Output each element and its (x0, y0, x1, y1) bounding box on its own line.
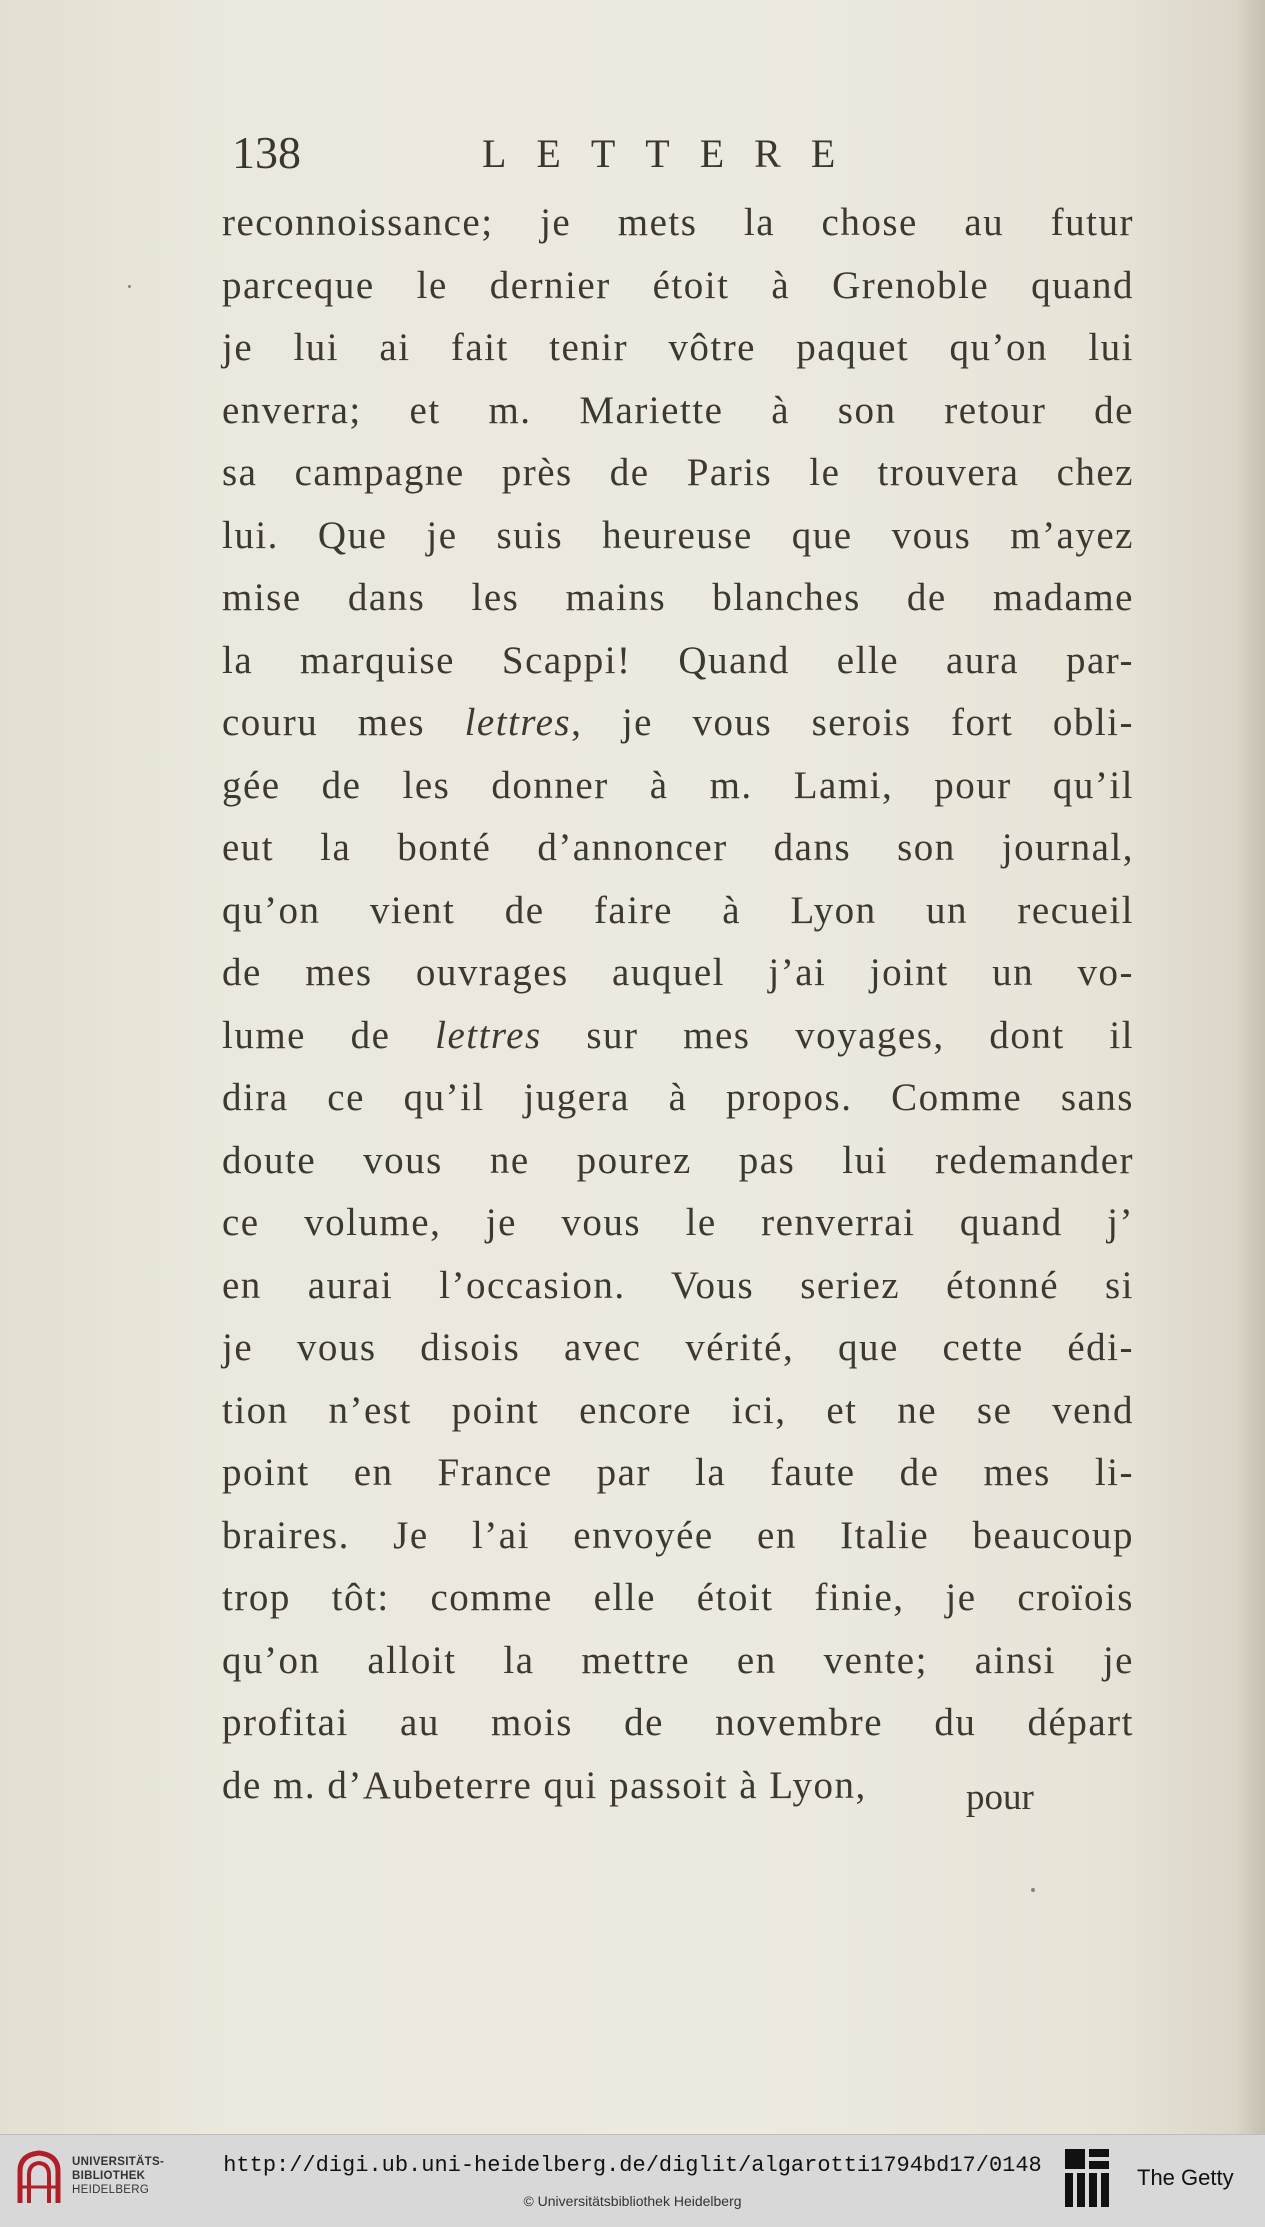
text-segment: qu’on alloit la mettre en vente; ainsi je (222, 1638, 1134, 1682)
text-line (222, 1255, 1134, 1318)
text-segment: lume de (222, 1013, 436, 1057)
partner-name: The Getty (1137, 2165, 1234, 2190)
permalink-link[interactable]: http://digi.ub.uni-heidelberg.de/diglit/algarotti1794bd17/0148 (223, 2153, 1042, 2178)
text-segment: la marquise Scappi! Quand elle aura par- (222, 638, 1134, 682)
text-segment: en aurai l’occasion. Vous seriez étonné si (222, 1263, 1134, 1307)
text-segment: eut la bonté d’annoncer dans son journal, (222, 826, 1134, 869)
text-segment: tion n’est point encore ici, et ne se vend (222, 1388, 1134, 1432)
text-segment: mise dans les mains blanches de madame (222, 576, 1134, 619)
catchword: pour (966, 1777, 1034, 1818)
text-segment: de mes ouvrages auquel j’ai joint un vo- (222, 951, 1134, 994)
text-line (222, 1005, 1134, 1068)
text-segment: doute vous ne pourez pas lui redemander (222, 1138, 1134, 1182)
viewer-footer (0, 2134, 1265, 2227)
text-line (222, 1567, 1134, 1630)
text-segment: point en France par la faute de mes li- (222, 1451, 1134, 1494)
text-line (222, 567, 1134, 630)
text-line (222, 1130, 1134, 1193)
text-segment: profitai au mois de novembre du départ (222, 1701, 1134, 1744)
text-segment: je vous disois avec vérité, que cette édi- (222, 1326, 1134, 1369)
text-segment: gée de les donner à m. Lami, pour qu’il (222, 763, 1134, 807)
italic-text: lettres (435, 1013, 542, 1057)
text-segment: braires. Je l’ai envoyée en Italie beaucoup (222, 1513, 1134, 1557)
text-line (222, 1630, 1134, 1693)
running-title: LETTERE (482, 131, 866, 176)
text-line (222, 1317, 1134, 1380)
library-name-line: UNIVERSITÄTS- (72, 2156, 165, 2168)
text-segment: je lui ai fait tenir vôtre paquet qu’on lui (222, 326, 1134, 369)
page-number: 138 (232, 127, 301, 178)
text-segment: trop tôt: comme elle étoit finie, je croïois (222, 1576, 1134, 1619)
italic-text: lettres (464, 701, 572, 744)
text-segment: , je vous serois fort obli- (571, 701, 1134, 744)
text-segment: reconnoissance; je mets la chose au futur (222, 201, 1134, 244)
page-header (232, 126, 1132, 186)
copyright-notice: © Universitätsbibliothek Heidelberg (523, 2193, 742, 2209)
text-line (222, 1380, 1134, 1443)
paper-speck (1031, 1888, 1035, 1892)
text-line (222, 1067, 1134, 1130)
text-line (222, 692, 1134, 755)
text-line (222, 1442, 1134, 1505)
text-segment: sa campagne près de Paris le trouvera chez (222, 451, 1134, 494)
text-segment: dira ce qu’il jugera à propos. Comme sans (222, 1076, 1134, 1119)
text-segment: sur mes voyages, dont il (541, 1013, 1134, 1057)
text-line (222, 192, 1134, 255)
text-line (222, 755, 1134, 818)
body-text (222, 192, 1134, 1817)
text-line (222, 630, 1134, 693)
text-line (222, 380, 1134, 443)
getty-logo-icon (1063, 2147, 1117, 2211)
library-name-line: HEIDELBERG (72, 2184, 150, 2196)
paper-speck (128, 285, 131, 288)
text-line (222, 442, 1134, 505)
library-name-line: BIBLIOTHEK (72, 2170, 146, 2182)
text-line (222, 505, 1134, 568)
text-segment: de m. d’Aubeterre qui passoit à Lyon, (222, 1763, 867, 1807)
text-segment: qu’on vient de faire à Lyon un recueil (222, 888, 1134, 932)
text-line (222, 942, 1134, 1005)
text-segment: parceque le dernier étoit à Grenoble quand (222, 263, 1134, 307)
text-line (222, 1505, 1134, 1568)
text-line (222, 817, 1134, 880)
text-line (222, 1192, 1134, 1255)
text-segment: lui. Que je suis heureuse que vous m’ayez (222, 513, 1134, 557)
text-segment: enverra; et m. Mariette à son retour de (222, 388, 1134, 432)
text-segment: couru mes (222, 701, 465, 744)
text-line (222, 317, 1134, 380)
text-line (222, 880, 1134, 943)
text-line (222, 1692, 1134, 1755)
text-line (222, 255, 1134, 318)
text-segment: ce volume, je vous le renverrai quand j’ (222, 1201, 1134, 1244)
